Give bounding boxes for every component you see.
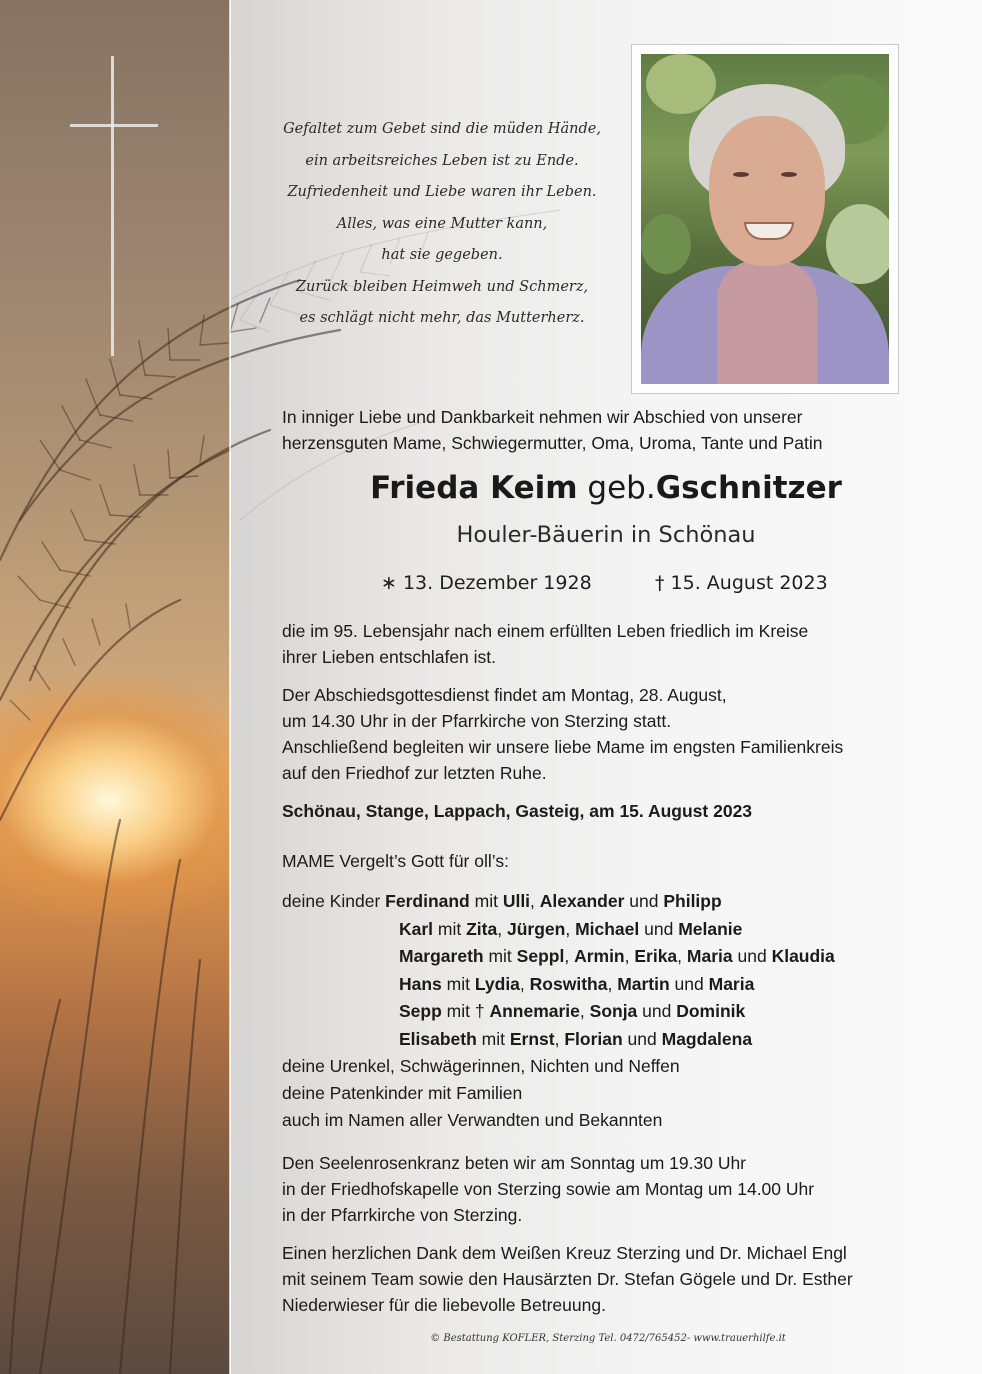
- family-member-name: Elisabeth: [399, 1028, 477, 1049]
- text-line: Einen herzlichen Dank dem Weißen Kreuz Sterzing und Dr. Michael Engl: [282, 1243, 847, 1263]
- text-line: Den Seelenrosenkranz beten wir am Sonntag um 19.30 Uhr: [282, 1153, 747, 1173]
- family-members: [399, 946, 835, 966]
- death-date: † 15. August 2023: [655, 572, 828, 594]
- family-member-name: Michael: [575, 918, 640, 939]
- family-member-name: Melanie: [678, 918, 743, 939]
- text-line: herzensguten Mame, Schwiegermutter, Oma, Uroma, Tante und Patin: [282, 433, 823, 453]
- cross-icon-bar: [70, 124, 158, 127]
- family-member-name: Magdalena: [661, 1028, 753, 1049]
- family-connector: und: [622, 1028, 662, 1049]
- family-connector: mit: [469, 891, 503, 911]
- family-connector: mit: [433, 918, 467, 939]
- text-line: Der Abschiedsgottesdienst findet am Montag, 28. August,: [282, 685, 727, 705]
- family-row: [282, 888, 835, 916]
- family-row: [282, 1026, 835, 1054]
- family-member-name: Seppl: [516, 946, 565, 966]
- family-member-name: Alexander: [539, 891, 625, 911]
- thanks-heading: [282, 848, 922, 874]
- family-members: [399, 1001, 745, 1021]
- family-member-name: Florian: [564, 1028, 623, 1049]
- text-line: ihrer Lieben entschlafen ist.: [282, 647, 497, 667]
- intro-text: [282, 404, 922, 456]
- birth-date: ∗ 13. Dezember 1928: [381, 572, 592, 594]
- cross-icon: [111, 56, 114, 356]
- family-members: [385, 891, 722, 911]
- family-row: [282, 998, 835, 1026]
- portrait-frame: [631, 44, 899, 394]
- family-member-name: Ulli: [502, 891, 531, 911]
- family-connector: mit: [441, 973, 475, 994]
- family-connector: ,: [579, 1001, 590, 1021]
- family-lead: deine Kinder: [282, 891, 381, 911]
- family-member-name: Annemarie: [489, 1001, 580, 1021]
- poem-line: ein arbeitsreiches Leben ist zu Ende.: [305, 152, 579, 169]
- family-member-name: Klaudia: [771, 946, 835, 966]
- text-line: in der Friedhofskapelle von Sterzing sowie am Montag um 14.00 Uhr: [282, 1179, 815, 1199]
- text-line: um 14.30 Uhr in der Pfarrkirche von Sterzing statt.: [282, 711, 672, 731]
- family-members: [399, 1029, 752, 1049]
- text-line: MAME Vergelt’s Gott für oll’s:: [282, 851, 509, 871]
- paragraph-service: [282, 682, 922, 786]
- family-row: [282, 943, 835, 971]
- family-member-name: Martin: [617, 973, 670, 994]
- family-connector: mit †: [441, 1001, 490, 1021]
- family-connector: ,: [564, 946, 575, 966]
- family-connector: und: [732, 946, 772, 966]
- deceased-name: [280, 470, 932, 506]
- family-member-name: Sonja: [589, 1001, 638, 1021]
- poem-line: Zurück bleiben Heimweh und Schmerz,: [295, 278, 589, 295]
- relatives-list: [282, 1053, 922, 1134]
- family-connector: ,: [607, 973, 618, 994]
- poem: [282, 114, 602, 335]
- text-line: Schönau, Stange, Lappach, Gasteig, am 15. August 2023: [282, 801, 753, 821]
- family-member-name: Jürgen: [506, 918, 566, 939]
- name-nee: geb.: [587, 470, 656, 506]
- place-date: [282, 798, 922, 824]
- family-connector: ,: [519, 973, 530, 994]
- footer-credit: © Bestattung KOFLER, Sterzing Tel. 0472/765452- www.trauerhilfe.it: [430, 1333, 786, 1344]
- poem-line: es schlägt nicht mehr, das Mutterherz.: [299, 310, 585, 326]
- rosary-paragraph: [282, 1150, 922, 1228]
- family-connector: und: [624, 891, 664, 911]
- family-member-name: Dominik: [676, 1001, 746, 1021]
- family-row: [282, 916, 835, 944]
- name-first-last: Frieda Keim: [370, 470, 578, 506]
- family-member-name: Lydia: [474, 973, 520, 994]
- sunset-grass-image: [0, 0, 230, 1374]
- family-member-name: Hans: [399, 973, 442, 994]
- family-member-name: Maria: [686, 946, 733, 966]
- panel-divider: [229, 0, 231, 1374]
- family-connector: ,: [677, 946, 687, 966]
- text-line: mit seinem Team sowie den Hausärzten Dr. Stefan Gögele und Dr. Esther: [282, 1269, 853, 1289]
- gratitude-paragraph: [282, 1240, 922, 1318]
- poem-line: Zufriedenheit und Liebe waren ihr Leben.: [287, 184, 597, 200]
- poem-line: Alles, was eine Mutter kann,: [336, 215, 548, 232]
- family-member-name: Ferdinand: [385, 891, 470, 911]
- family-member-name: Maria: [708, 973, 755, 994]
- text-line: In inniger Liebe und Dankbarkeit nehmen wir Abschied von unserer: [282, 407, 803, 427]
- text-line: deine Patenkinder mit Familien: [282, 1083, 523, 1103]
- text-line: Anschließend begleiten wir unsere liebe Mame im engsten Familienkreis: [282, 737, 844, 757]
- family-member-name: Roswitha: [529, 973, 608, 994]
- name-maiden: Gschnitzer: [655, 470, 842, 506]
- family-members: [399, 974, 754, 994]
- text-line: in der Pfarrkirche von Sterzing.: [282, 1205, 523, 1225]
- family-connector: und: [639, 918, 679, 939]
- poem-line: hat sie gegeben.: [381, 247, 503, 263]
- text-line: auch im Namen aller Verwandten und Bekannten: [282, 1110, 663, 1130]
- family-connector: und: [669, 973, 709, 994]
- family-member-name: Margareth: [399, 946, 484, 966]
- text-line: Niederwieser für die liebevolle Betreuung.: [282, 1295, 606, 1315]
- family-member-name: Zita: [466, 918, 498, 939]
- text-line: die im 95. Lebensjahr nach einem erfüllten Leben friedlich im Kreise: [282, 621, 809, 641]
- family-connector: ,: [530, 891, 540, 911]
- family-connector: ,: [624, 946, 635, 966]
- family-member-name: Karl: [399, 918, 434, 939]
- family-member-name: Sepp: [399, 1001, 442, 1021]
- family-connector: mit: [483, 946, 517, 966]
- deceased-subtitle: Houler-Bäuerin in Schönau: [456, 522, 756, 548]
- family-member-name: Philipp: [663, 891, 722, 911]
- text-line: auf den Friedhof zur letzten Ruhe.: [282, 763, 547, 783]
- family-row: [282, 971, 835, 999]
- family-connector: ,: [554, 1028, 565, 1049]
- family-members: [399, 919, 742, 939]
- family-member-name: Erika: [634, 946, 678, 966]
- family-connector: ,: [565, 918, 576, 939]
- family-connector: mit: [476, 1028, 510, 1049]
- family-connector: ,: [497, 918, 507, 939]
- text-line: deine Urenkel, Schwägerinnen, Nichten und Neffen: [282, 1056, 680, 1076]
- family-member-name: Ernst: [509, 1028, 555, 1049]
- poem-line: Gefaltet zum Gebet sind die müden Hände,: [283, 121, 601, 137]
- family-list: [282, 888, 835, 1053]
- family-connector: und: [637, 1001, 677, 1021]
- portrait-photo: [641, 54, 889, 384]
- paragraph-passing: [282, 618, 922, 670]
- family-member-name: Armin: [574, 946, 625, 966]
